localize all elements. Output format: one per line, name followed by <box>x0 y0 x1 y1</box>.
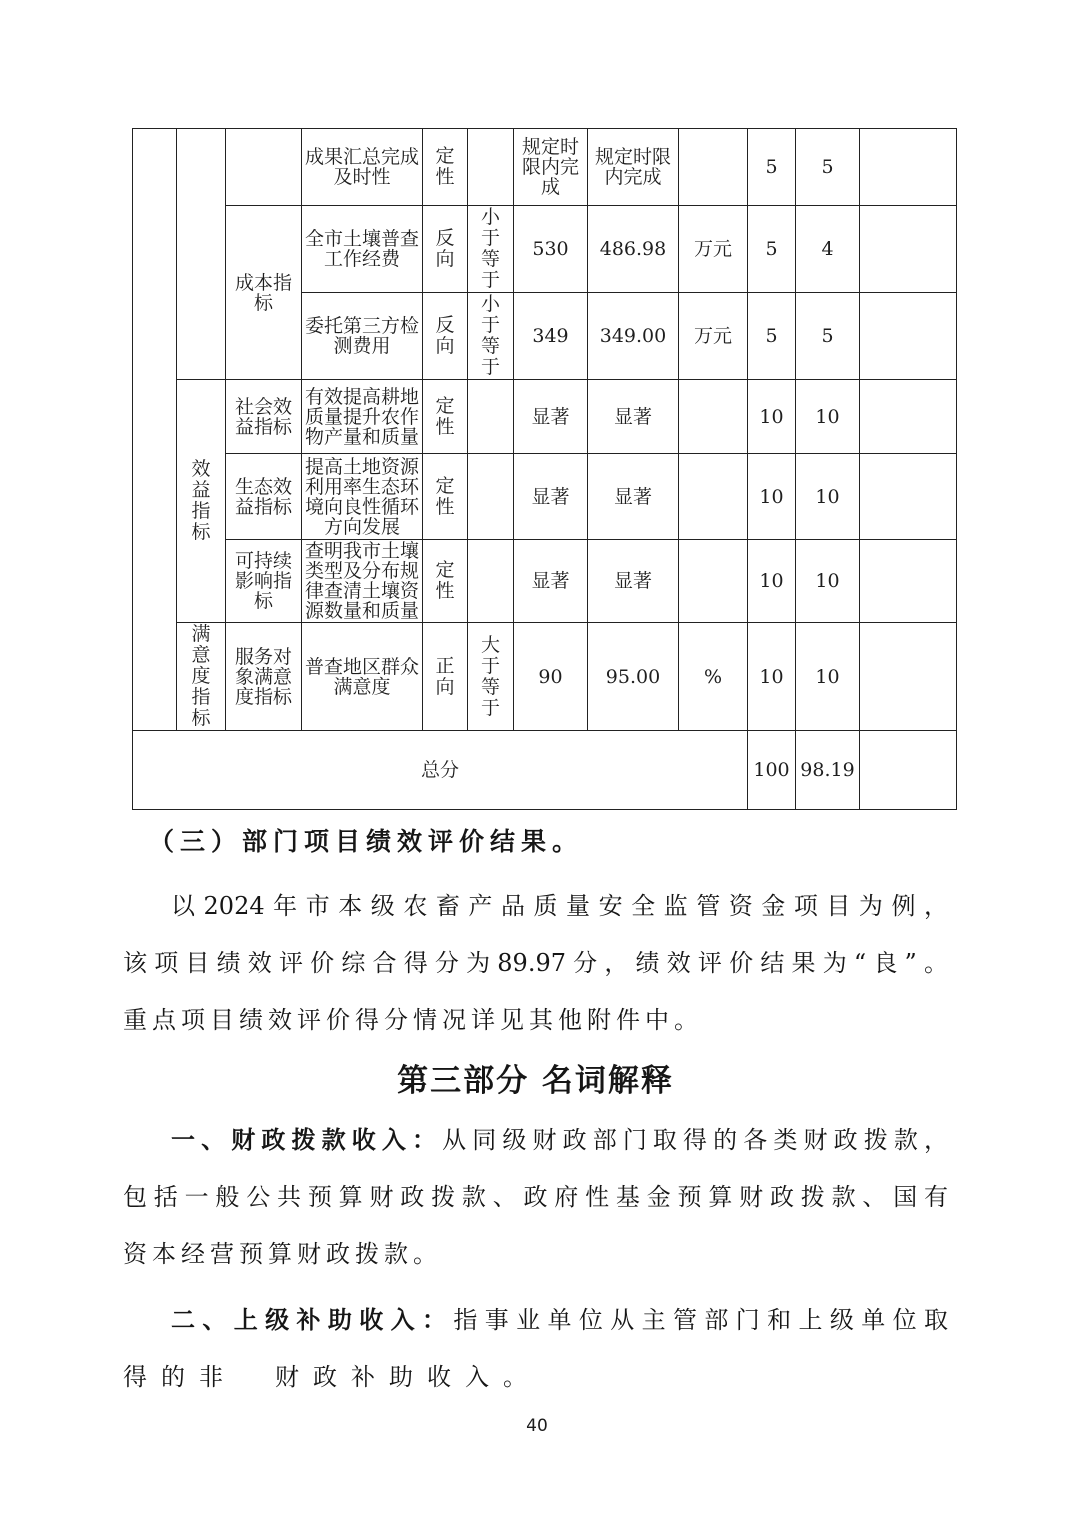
cell-target-value: 显著 <box>514 380 588 454</box>
cell-indicator-name: 全市土壤普查工作经费 <box>302 206 423 293</box>
page-number: 40 <box>526 1416 548 1436</box>
cell-nature <box>423 454 468 540</box>
paragraph-line: 重点项目绩效评价得分情况详见其他附件中。 <box>123 1006 703 1034</box>
cell-comparator <box>468 380 514 454</box>
cell-target-value: 显著 <box>514 540 588 623</box>
cell-unit <box>679 380 748 454</box>
term-text: 指事业单位从主管部门和上级单位取 <box>453 1306 948 1334</box>
cell-comparator <box>468 206 514 293</box>
table-row-total <box>133 731 957 810</box>
cell-weight: 10 <box>748 454 796 540</box>
vertical-text: 效益指标 <box>191 458 211 543</box>
part-title: 第三部分 名词解释 <box>397 1063 674 1099</box>
cell-weight: 5 <box>748 129 796 206</box>
vertical-text: 满意度指标 <box>191 623 211 729</box>
cell-weight: 5 <box>748 206 796 293</box>
cell-nature <box>423 293 468 380</box>
paragraph-line <box>123 1111 948 1169</box>
table-row <box>133 623 957 731</box>
term-text: 从同级财政部门取得的各类财政拨款， <box>442 1126 949 1154</box>
cell-subgroup-empty <box>226 129 302 206</box>
cell-group-satisfaction <box>177 623 226 731</box>
section-heading: （三）部门项目绩效评价结果。 <box>149 827 584 856</box>
cell-subgroup-social: 社会效益指标 <box>226 380 302 454</box>
cell-nature <box>423 380 468 454</box>
cell-remark <box>860 623 957 731</box>
cell-group-spacer <box>177 129 226 380</box>
paragraph-line: 资本经营预算财政拨款。 <box>123 1240 442 1268</box>
paragraph-line: 包括一般公共预算财政拨款、政府性基金预算财政拨款、国有 <box>123 1183 948 1211</box>
cell-actual-value: 显著 <box>588 540 679 623</box>
table-row <box>133 540 957 623</box>
vertical-text: 定性 <box>435 474 455 518</box>
cell-score: 10 <box>796 380 860 454</box>
cell-score: 4 <box>796 206 860 293</box>
cell-group-benefit <box>177 380 226 623</box>
cell-nature <box>423 623 468 731</box>
cell-nature <box>423 129 468 206</box>
cell-indicator-name: 委托第三方检测费用 <box>302 293 423 380</box>
vertical-text: 小于等于 <box>480 206 500 291</box>
cell-actual-value: 95.00 <box>588 623 679 731</box>
cell-remark <box>860 293 957 380</box>
vertical-text: 反向 <box>435 227 455 270</box>
cell-unit <box>679 454 748 540</box>
cell-indicator-name: 提高土地资源利用率生态环境向良性循环方向发展 <box>302 454 423 540</box>
cell-category-spacer <box>133 129 177 731</box>
cell-total-score: 98.19 <box>796 731 860 810</box>
paragraph-line <box>123 1291 948 1349</box>
cell-weight: 10 <box>748 380 796 454</box>
vertical-text: 大于等于 <box>480 633 500 719</box>
cell-remark <box>860 540 957 623</box>
vertical-text: 定性 <box>435 145 455 188</box>
paragraph-line: 得的非 财政补助收入。 <box>123 1363 541 1391</box>
cell-target-value: 显著 <box>514 454 588 540</box>
paragraph-line: 以2024年市本级农畜产品质量安全监管资金项目为例， <box>171 892 948 920</box>
cell-remark <box>860 454 957 540</box>
vertical-text: 正向 <box>435 654 455 698</box>
vertical-text: 反向 <box>435 314 455 357</box>
cell-remark <box>860 731 957 810</box>
cell-actual-value: 显著 <box>588 454 679 540</box>
cell-comparator <box>468 540 514 623</box>
cell-comparator <box>468 623 514 731</box>
body-text <box>123 822 948 1406</box>
cell-nature <box>423 540 468 623</box>
cell-actual-value: 显著 <box>588 380 679 454</box>
cell-unit: 万元 <box>679 293 748 380</box>
vertical-text: 定性 <box>435 559 455 602</box>
paragraph-line: 该项目绩效评价综合得分为89.97分，绩效评价结果为“良”。 <box>123 949 948 977</box>
vertical-text: 小于等于 <box>480 293 500 378</box>
cell-score: 10 <box>796 454 860 540</box>
cell-comparator <box>468 293 514 380</box>
vertical-text: 定性 <box>435 394 455 438</box>
indicator-table <box>132 128 957 810</box>
cell-score: 5 <box>796 129 860 206</box>
cell-total-weight: 100 <box>748 731 796 810</box>
cell-indicator-name: 有效提高耕地质量提升农作物产量和质量 <box>302 380 423 454</box>
cell-nature <box>423 206 468 293</box>
term-lead: 一、财政拨款收入： <box>171 1125 443 1154</box>
cell-score: 5 <box>796 293 860 380</box>
cell-score: 10 <box>796 623 860 731</box>
cell-remark <box>860 206 957 293</box>
cell-indicator-name: 成果汇总完成及时性 <box>302 129 423 206</box>
cell-score: 10 <box>796 540 860 623</box>
cell-target-value: 90 <box>514 623 588 731</box>
table-row <box>133 454 957 540</box>
cell-weight: 10 <box>748 540 796 623</box>
cell-weight: 10 <box>748 623 796 731</box>
term-lead: 二、上级补助收入： <box>171 1305 454 1334</box>
cell-actual-value: 349.00 <box>588 293 679 380</box>
cell-remark <box>860 129 957 206</box>
cell-indicator-name: 查明我市土壤类型及分布规律查清土壤资源数量和质量 <box>302 540 423 623</box>
cell-comparator <box>468 454 514 540</box>
table-row <box>133 206 957 293</box>
cell-actual-value: 486.98 <box>588 206 679 293</box>
cell-subgroup-sustain: 可持续影响指标 <box>226 540 302 623</box>
cell-remark <box>860 380 957 454</box>
table-row <box>133 129 957 206</box>
cell-unit <box>679 540 748 623</box>
cell-unit: % <box>679 623 748 731</box>
cell-subgroup-eco: 生态效益指标 <box>226 454 302 540</box>
table-row <box>133 380 957 454</box>
cell-actual-value: 规定时限内完成 <box>588 129 679 206</box>
cell-subgroup-cost: 成本指标 <box>226 206 302 380</box>
cell-indicator-name: 普查地区群众满意度 <box>302 623 423 731</box>
cell-comparator <box>468 129 514 206</box>
cell-target-value: 349 <box>514 293 588 380</box>
cell-weight: 5 <box>748 293 796 380</box>
cell-subgroup-service: 服务对象满意度指标 <box>226 623 302 731</box>
cell-unit: 万元 <box>679 206 748 293</box>
cell-target-value: 530 <box>514 206 588 293</box>
cell-target-value: 规定时限内完成 <box>514 129 588 206</box>
cell-total-label: 总分 <box>133 731 748 810</box>
cell-unit <box>679 129 748 206</box>
